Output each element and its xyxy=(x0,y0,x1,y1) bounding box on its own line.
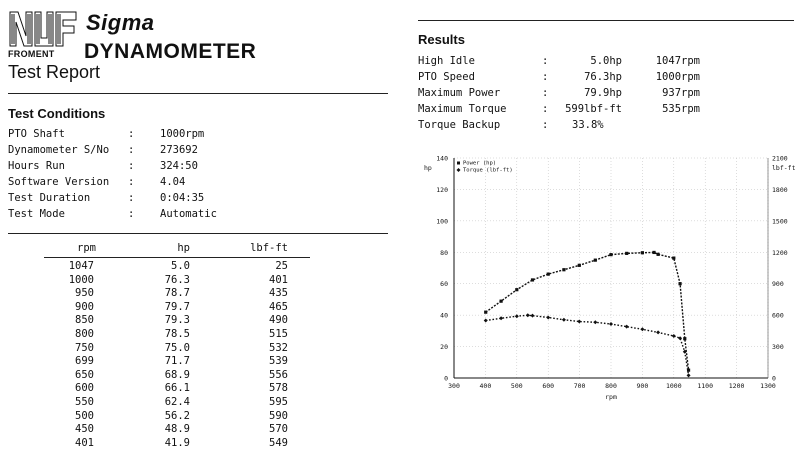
result-value: 79.9hp xyxy=(584,87,622,99)
y-right-tick-label: 300 xyxy=(772,343,784,352)
condition-label: PTO Shaft xyxy=(8,128,65,140)
cell-torque: 539 xyxy=(269,355,288,368)
cell-hp: 75.0 xyxy=(164,341,190,354)
result-colon: : xyxy=(542,71,549,83)
cell-torque: 465 xyxy=(269,300,288,313)
y-right-tick-label: 1500 xyxy=(772,217,788,226)
legend-label: Power (hp) xyxy=(463,160,497,167)
condition-value: Automatic xyxy=(160,208,217,220)
conditions-heading: Test Conditions xyxy=(8,106,106,121)
condition-value: 0:04:35 xyxy=(160,192,205,204)
cell-rpm: 600 xyxy=(75,382,94,395)
cell-rpm: 450 xyxy=(75,423,94,436)
report-title: Test Report xyxy=(8,62,101,82)
froment-logo xyxy=(8,8,80,48)
condition-label: Test Mode xyxy=(8,208,65,220)
header-hp: hp xyxy=(177,242,190,254)
divider xyxy=(418,20,794,21)
cell-torque: 590 xyxy=(269,409,288,422)
condition-value: 4.04 xyxy=(160,176,186,188)
cell-hp: 71.7 xyxy=(164,355,190,368)
cell-hp: 48.9 xyxy=(164,423,190,436)
y-left-tick-label: 100 xyxy=(436,217,448,226)
y-left-tick-label: 60 xyxy=(440,280,448,289)
result-rpm: 937rpm xyxy=(662,87,700,99)
table-header-rule xyxy=(44,257,310,258)
cell-hp: 41.9 xyxy=(164,436,190,449)
y-right-tick-label: 900 xyxy=(772,280,784,289)
x-tick-label: 400 xyxy=(479,382,492,390)
condition-colon: : xyxy=(128,160,135,172)
cell-torque: 570 xyxy=(269,423,288,436)
cell-rpm: 1047 xyxy=(68,260,94,272)
cell-rpm: 650 xyxy=(75,368,94,381)
result-value: 33.8% xyxy=(572,119,604,131)
cell-torque: 435 xyxy=(269,287,288,300)
result-value: 76.3hp xyxy=(584,71,622,83)
cell-torque: 556 xyxy=(269,368,288,381)
data-table xyxy=(0,242,320,458)
cell-rpm: 900 xyxy=(75,300,94,313)
cell-hp: 66.1 xyxy=(164,382,190,395)
condition-colon: : xyxy=(128,128,135,140)
cell-rpm: 750 xyxy=(75,341,94,354)
cell-rpm: 800 xyxy=(75,328,94,340)
x-axis-label: rpm xyxy=(605,393,617,401)
cell-hp: 62.4 xyxy=(164,396,190,408)
y-right-axis-label: lbf-ft xyxy=(772,164,796,172)
cell-torque: 595 xyxy=(269,396,288,408)
x-tick-label: 700 xyxy=(573,382,586,390)
cell-hp: 68.9 xyxy=(164,368,190,381)
x-tick-label: 1100 xyxy=(697,382,714,390)
result-value: 599lbf-ft xyxy=(565,103,622,115)
header-torque: lbf-ft xyxy=(250,242,288,254)
cell-hp: 79.3 xyxy=(164,314,190,327)
condition-value: 273692 xyxy=(160,144,198,156)
torque-trace xyxy=(486,315,689,375)
cell-rpm: 550 xyxy=(75,396,94,408)
condition-value: 1000rpm xyxy=(160,128,205,140)
result-colon: : xyxy=(542,87,549,99)
cell-rpm: 401 xyxy=(75,436,94,449)
cell-torque: 401 xyxy=(269,273,288,286)
result-label: Maximum Torque xyxy=(418,103,507,115)
x-tick-label: 1300 xyxy=(760,382,776,390)
result-label: PTO Speed xyxy=(418,71,475,83)
result-rpm: 1000rpm xyxy=(655,71,700,83)
cell-torque: 532 xyxy=(269,341,288,354)
y-right-tick-label: 2100 xyxy=(772,154,788,163)
y-left-axis-label: hp xyxy=(424,164,432,172)
x-tick-label: 800 xyxy=(605,382,617,390)
condition-colon: : xyxy=(128,144,135,156)
cell-rpm: 950 xyxy=(75,287,94,300)
power-torque-chart xyxy=(418,150,800,410)
conditions-list xyxy=(8,128,388,228)
table-header xyxy=(0,242,300,258)
result-label: Torque Backup xyxy=(418,119,501,131)
divider xyxy=(8,93,388,94)
brand-product: DYNAMOMETER xyxy=(84,40,257,63)
y-right-tick-label: 1800 xyxy=(772,185,788,194)
y-left-tick-label: 120 xyxy=(436,185,448,194)
x-tick-label: 1000 xyxy=(665,382,682,390)
y-left-tick-label: 40 xyxy=(440,311,448,320)
cell-hp: 56.2 xyxy=(164,409,190,422)
cell-rpm: 500 xyxy=(75,409,94,422)
cell-hp: 78.5 xyxy=(164,328,190,340)
y-right-tick-label: 1200 xyxy=(772,248,788,257)
chart-svg xyxy=(418,150,800,410)
condition-label: Hours Run xyxy=(8,160,65,172)
result-rpm: 535rpm xyxy=(662,103,700,115)
result-label: High Idle xyxy=(418,55,475,67)
legend-label: Torque (lbf-ft) xyxy=(463,167,513,174)
cell-torque: 515 xyxy=(269,328,288,340)
header-rpm: rpm xyxy=(77,242,96,254)
y-right-tick-label: 0 xyxy=(772,374,776,383)
power-trace xyxy=(486,252,689,370)
cell-rpm: 699 xyxy=(75,355,94,368)
legend-power-marker xyxy=(457,162,460,165)
result-colon: : xyxy=(542,119,549,131)
result-rpm: 1047rpm xyxy=(655,55,700,67)
y-left-tick-label: 0 xyxy=(444,374,448,383)
y-left-tick-label: 140 xyxy=(436,154,448,163)
legend-torque-marker xyxy=(457,168,461,172)
x-tick-label: 500 xyxy=(510,382,523,390)
brand-name: Sigma xyxy=(86,10,155,35)
condition-label: Software Version xyxy=(8,176,110,188)
brand-maker: FROMENT xyxy=(8,49,55,59)
x-tick-label: 300 xyxy=(448,382,460,390)
cell-rpm: 1000 xyxy=(68,273,94,286)
x-tick-label: 1200 xyxy=(728,382,745,390)
table-row xyxy=(0,437,300,453)
cell-hp: 78.7 xyxy=(164,287,190,300)
x-tick-label: 600 xyxy=(542,382,555,390)
result-colon: : xyxy=(542,103,549,115)
cell-hp: 76.3 xyxy=(164,273,190,286)
divider xyxy=(8,233,388,234)
cell-torque: 25 xyxy=(275,260,288,272)
x-tick-label: 900 xyxy=(636,382,649,390)
y-right-tick-label: 600 xyxy=(772,311,784,320)
cell-hp: 5.0 xyxy=(171,260,190,272)
cell-torque: 549 xyxy=(269,436,288,449)
condition-colon: : xyxy=(128,192,135,204)
y-left-tick-label: 20 xyxy=(440,343,448,352)
condition-label: Test Duration xyxy=(8,192,91,204)
condition-colon: : xyxy=(128,208,135,220)
result-colon: : xyxy=(542,55,549,67)
cell-torque: 578 xyxy=(269,382,288,395)
result-label: Maximum Power xyxy=(418,87,501,99)
condition-value: 324:50 xyxy=(160,160,198,172)
y-left-tick-label: 80 xyxy=(440,248,448,257)
results-list xyxy=(418,55,798,137)
condition-label: Dynamometer S/No xyxy=(8,144,110,156)
result-value: 5.0hp xyxy=(590,55,622,67)
cell-torque: 490 xyxy=(269,314,288,327)
condition-colon: : xyxy=(128,176,135,188)
cell-hp: 79.7 xyxy=(164,300,190,313)
results-heading: Results xyxy=(418,32,465,47)
cell-rpm: 850 xyxy=(75,314,94,327)
